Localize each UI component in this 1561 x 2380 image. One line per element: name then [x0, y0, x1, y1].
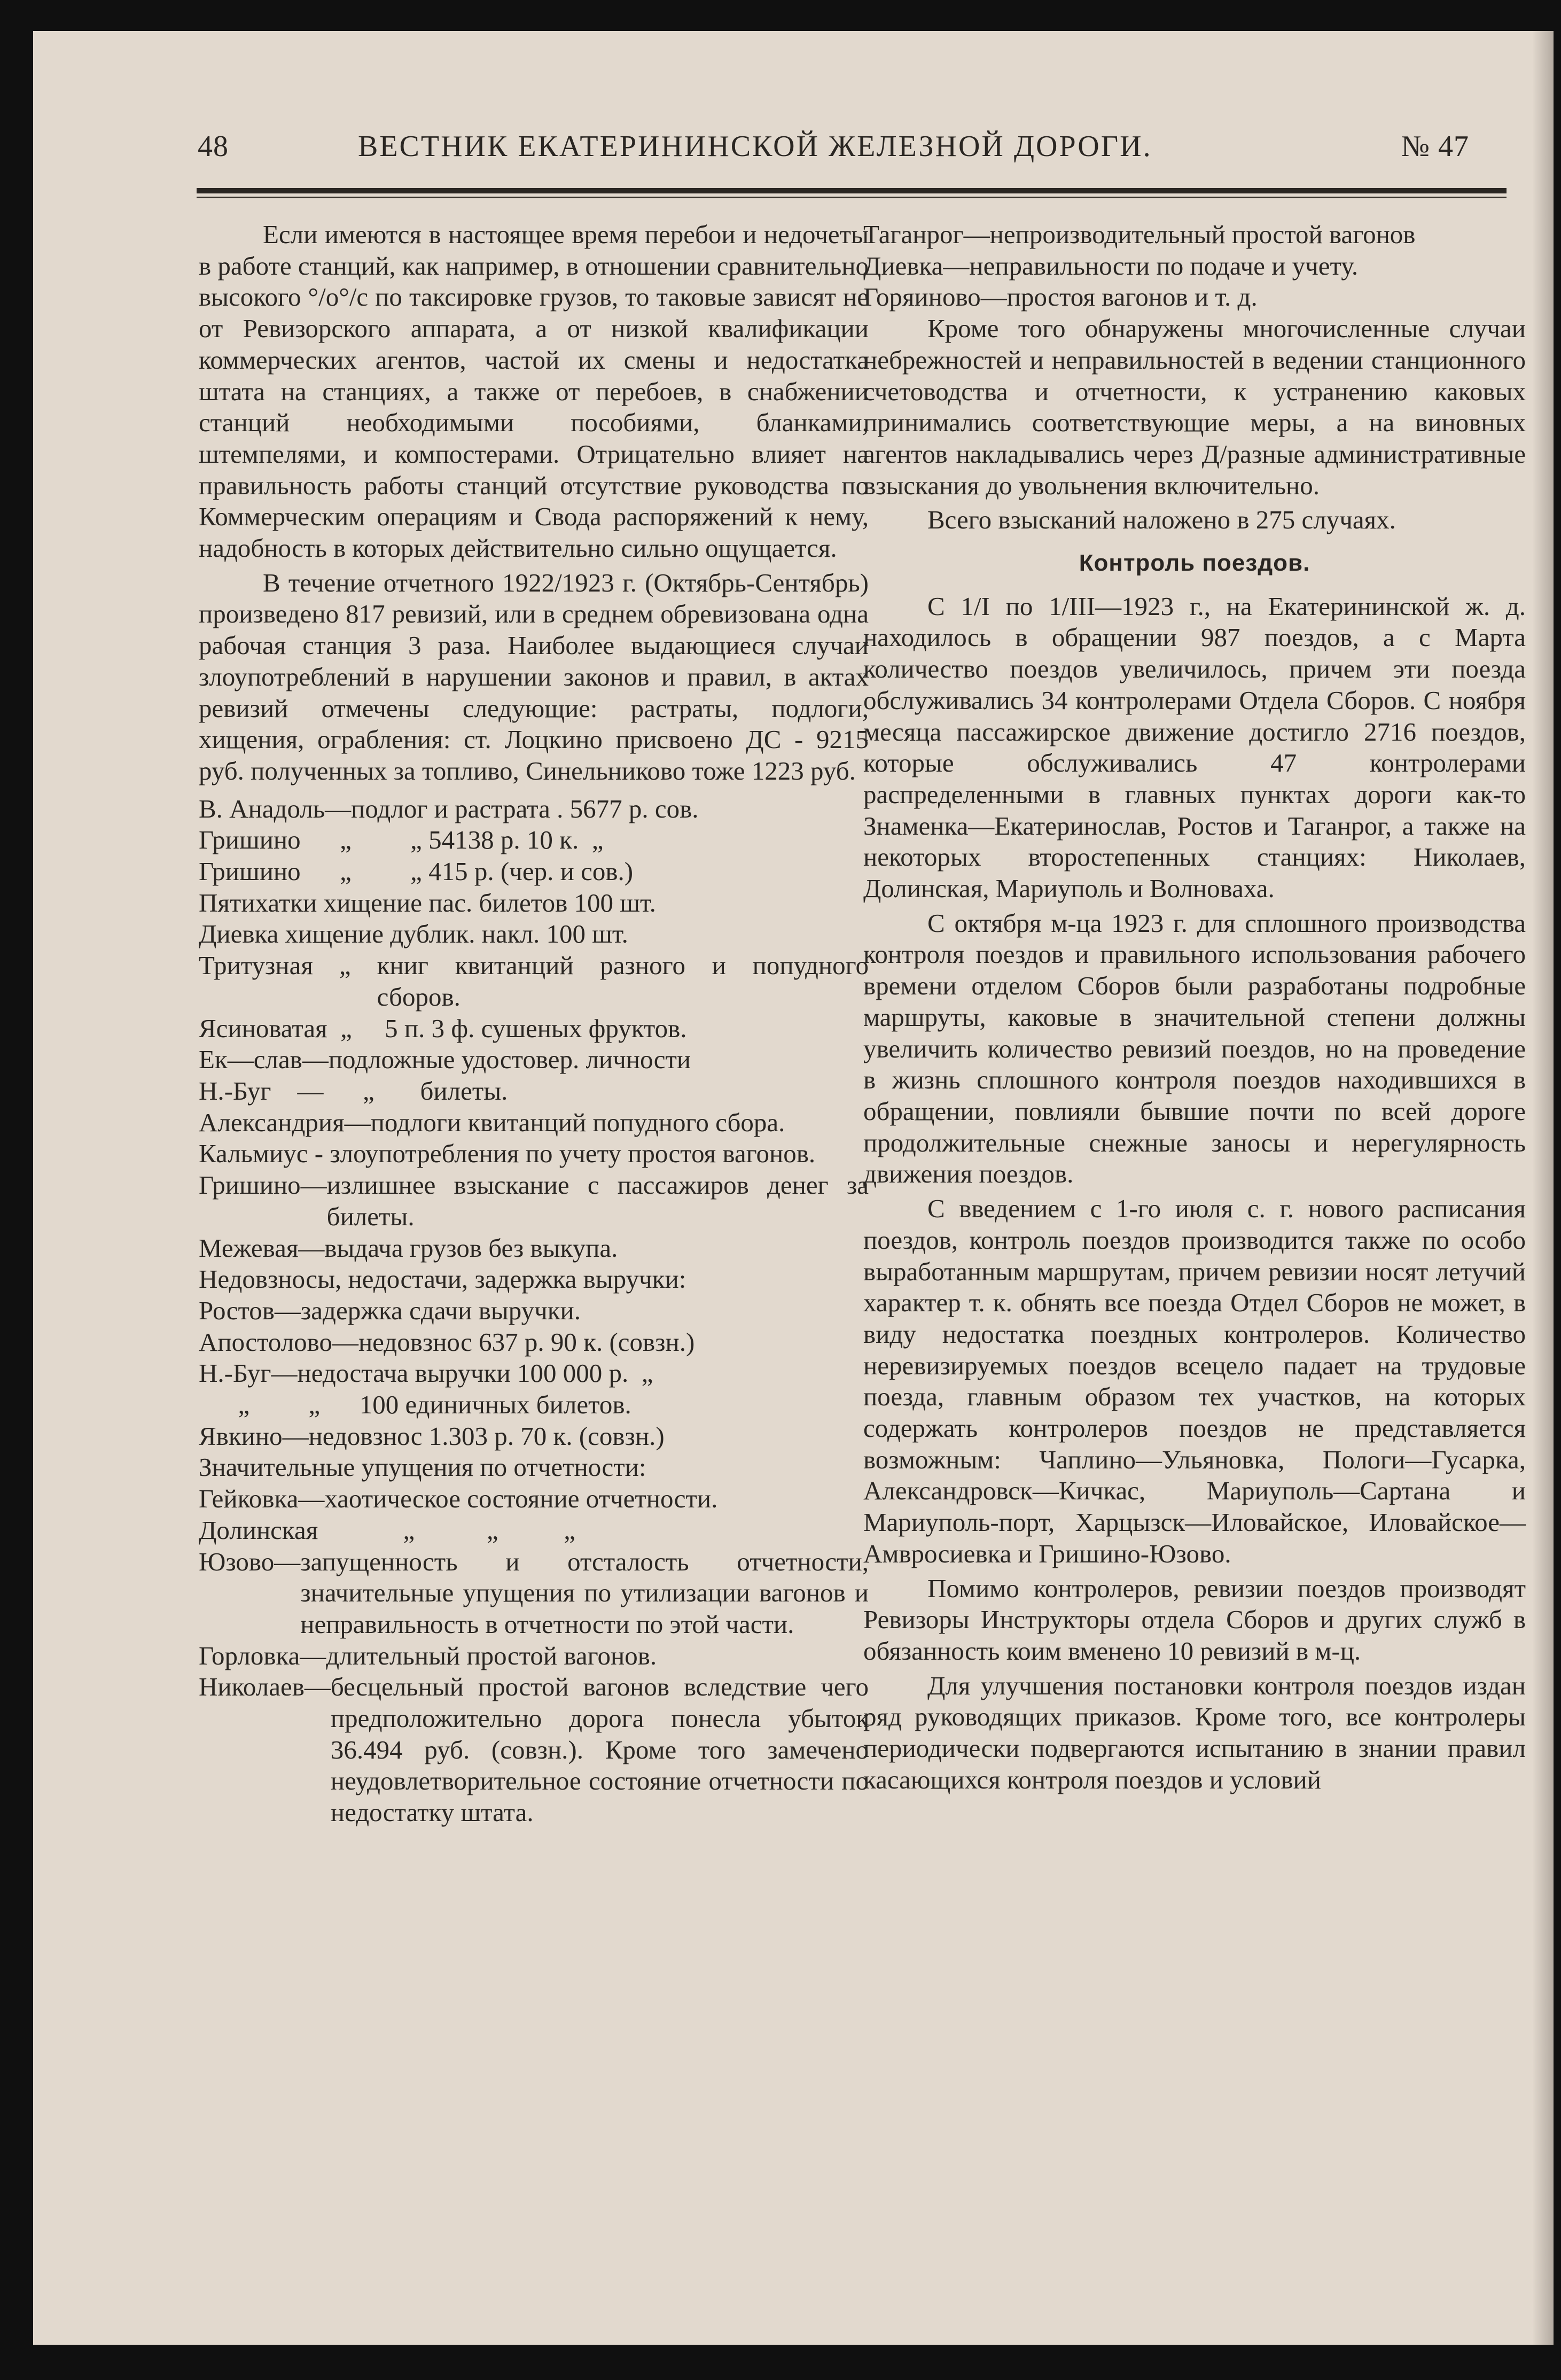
list-item: Диевка хищение дублик. накл. 100 шт. — [199, 919, 628, 949]
paragraph: Всего взысканий наложено в 275 случаях. — [927, 505, 1396, 535]
list-item — [863, 219, 1526, 251]
entry-description: подлоги квитанций попудного сбора. — [370, 1107, 785, 1137]
list-item: Н.-Буг — „ билеты. — [199, 1076, 508, 1106]
entry-term: Александрия— — [199, 1107, 371, 1137]
entry-description: злоупотребления по учету простоя вагонов. — [330, 1139, 816, 1169]
issue-number: № 47 — [1401, 130, 1469, 163]
paragraph: С 1/I по 1/III—1923 г., на Екатерининской ж. д. находилось в обращении 987 поездов, а с Марта количество поездов увеличилось, причем эти поезда обслуживались 34 контролерами Отдела Сборов. С ноября месяца пассажирское движение достигло 2716 поездов, которые обслуживались 47 контролерами распределенными в главных пунктах дороги как-то Знаменка—Екатеринослав, Ростов и Таганрог, а также на некоторых второстепенных станциях: Николаев, Долинская, Мариуполь и Волноваха. — [863, 591, 1526, 904]
incident-list — [199, 794, 869, 1829]
entry-description: запущенность и отсталость отчетности, значительные упущения по утилизации вагонов и неправильность в отчетности по этой части. — [300, 1546, 869, 1639]
entry-description: излишнее взыскание с пассажиров денег за билеты. — [326, 1170, 869, 1231]
header-rule-thin — [197, 197, 1507, 198]
entry-term: Гришино— — [199, 1170, 327, 1200]
list-item: Апостолово—недовзнос 637 р. 90 к. (совзн.) — [199, 1327, 695, 1357]
paragraph: С октября м-ца 1923 г. для сплошного производства контроля поездов и правильного использования рабочего времени отделом Сборов были разработаны подробные маршруты, каковые в значительной степени должны увеличить количество ревизий поездов, но на проведение в жизнь сплошного контроля поездов находившихся в обращении, повлияли бывшие почти по всей дороге продолжительные снежные заносы и нерегулярность движения поездов. — [863, 908, 1526, 1189]
entry-term: Тритузная „ — [199, 951, 377, 981]
page-edge-shadow — [1532, 31, 1554, 2345]
paragraph: С введением с 1-го июля с. г. нового расписания поездов, контроль поездов производится также по особо выработанным маршрутам, причем ревизии носят летучий характер т. к. обнять все поезда Отдел Сборов не может, в виду недостатка поездных контролеров. Количество неревизируемых поездов всецело падает на трудовые поезда, главным образом тех участков, на которых содержать контролеров поездов не представляется возможным: Чаплино—Ульяновка, Пологи—Гусарка, Александровск—Кичкас, Мариуполь—Сартана и Мариуполь-порт, Харцызск—Иловайское, Иловайское—Амвросиевка и Гришино-Юзово. — [863, 1194, 1526, 1568]
right-column — [863, 219, 1526, 1799]
entry-description: бесцельный простой вагонов вследствие чего предположительно дорога понесла убыток 36.494 руб. (совзн.). Кроме того замечено неудовлетворительное состояние отчетности по недостатку штата. — [330, 1672, 869, 1827]
list-item: Гришино „ „ 415 р. (чер. и сов.) — [199, 857, 634, 886]
journal-title: ВЕСТНИК ЕКАТЕРИНИНСКОЙ ЖЕЛЕЗНОЙ ДОРОГИ. — [358, 130, 1152, 163]
header-rule-thick — [197, 188, 1507, 193]
list-item: Диевка—неправильности по подаче и учету. — [863, 251, 1359, 281]
section-heading: Контроль поездов. — [1079, 550, 1310, 577]
entry-term: Кальмиус - — [199, 1139, 330, 1169]
paragraph: Кроме того обнаружены многочисленные случаи небрежностей и неправильностей в ведении станционного счетоводства и отчетности, к устранению каковых принимались соответствующие меры, а на виновных агентов накладывались через Д/разные административные взыскания до увольнения включительно. — [863, 314, 1526, 500]
list-item: Горяиново—простоя вагонов и т. д. — [863, 282, 1258, 312]
running-header — [198, 124, 1501, 172]
list-item: Ясиноватая „ 5 п. 3 ф. сушеных фруктов. — [199, 1013, 687, 1043]
list-item — [199, 1671, 869, 1829]
page-number: 48 — [198, 130, 229, 163]
list-item: Межевая—выдача грузов без выкупа. — [199, 1233, 618, 1263]
list-item: Пятихатки хищение пас. билетов 100 шт. — [199, 888, 656, 917]
list-item — [199, 1107, 869, 1139]
list-item: Гришино „ „ 54138 р. 10 к. „ — [199, 825, 604, 855]
paragraph: Для улучшения постановки контроля поездов издан ряд руководящих приказов. Кроме того, все контролеры периодически подвергаются испытанию в знании правил касающихся контроля поездов и условий — [863, 1670, 1526, 1794]
entry-term: Юзово— — [199, 1546, 301, 1576]
left-column — [199, 219, 869, 1829]
list-item — [199, 1138, 869, 1170]
paragraph: Если имеются в настоящее время перебои и недочеты в работе станций, как например, в отношении сравнительно высокого °/о°/с по таксировке грузов, то таковые зависят не от Ревизорского аппарата, а от низкой квалификации коммерческих агентов, частой их смены и недостатка штата на станциях, а также от перебоев, в снабжении станций необходимыми пособиями, бланками, штемпелями, и компостерами. Отрицательно влияет на правильность работы станций отсутствие руководства по Коммерческим операциям и Свода распоряжений к нему, надобность в которых действительно сильно ощущается. — [199, 220, 869, 563]
entry-description: непроизводительный простой вагонов — [989, 220, 1416, 249]
entry-term: Николаев— — [199, 1672, 331, 1702]
list-item: Значительные упущения по отчетности: — [199, 1452, 646, 1482]
entry-term: Таганрог— — [863, 220, 990, 249]
list-item: „ „ 100 единичных билетов. — [199, 1390, 631, 1420]
list-item — [199, 1546, 869, 1640]
list-item: Явкино—недовзнос 1.303 р. 70 к. (совзн.) — [199, 1421, 665, 1451]
paragraph: В течение отчетного 1922/1923 г. (Октябрь-Сентябрь) произведено 817 ревизий, или в среднем обревизована одна рабочая станция 3 раза. Наиболее выдающиеся случаи злоупотреблений в нарушении законов и правил, в актах ревизий отмечены следующие: растраты, подлоги, хищения, ограбления: ст. Лоцкино присвоено ДС - 9215 руб. полученных за топливо, Синельниково тоже 1223 руб. — [199, 567, 869, 785]
list-item: Долинская „ „ „ — [199, 1515, 576, 1545]
entry-description: книг квитанций разного и попудного сборов. — [377, 951, 869, 1012]
list-item: Горловка—длительный простой вагонов. — [199, 1640, 657, 1670]
list-item: Недовзносы, недостачи, задержка выручки: — [199, 1264, 686, 1294]
list-item — [199, 950, 869, 1013]
list-item: Ростов—задержка сдачи выручки. — [199, 1295, 581, 1325]
paragraph: Помимо контролеров, ревизии поездов производят Ревизоры Инструкторы отдела Сборов и других служб в обязанность коим вменено 10 ревизий в м-ц. — [863, 1573, 1526, 1666]
list-item: Ек—слав—подложные удостовер. личности — [199, 1045, 691, 1075]
list-item: Н.-Буг—недостача выручки 100 000 р. „ — [199, 1358, 653, 1388]
list-item — [199, 1170, 869, 1232]
list-item: В. Анадоль—подлог и растрата . 5677 р. сов. — [199, 794, 699, 823]
list-item: Гейковка—хаотическое состояние отчетности. — [199, 1484, 718, 1514]
